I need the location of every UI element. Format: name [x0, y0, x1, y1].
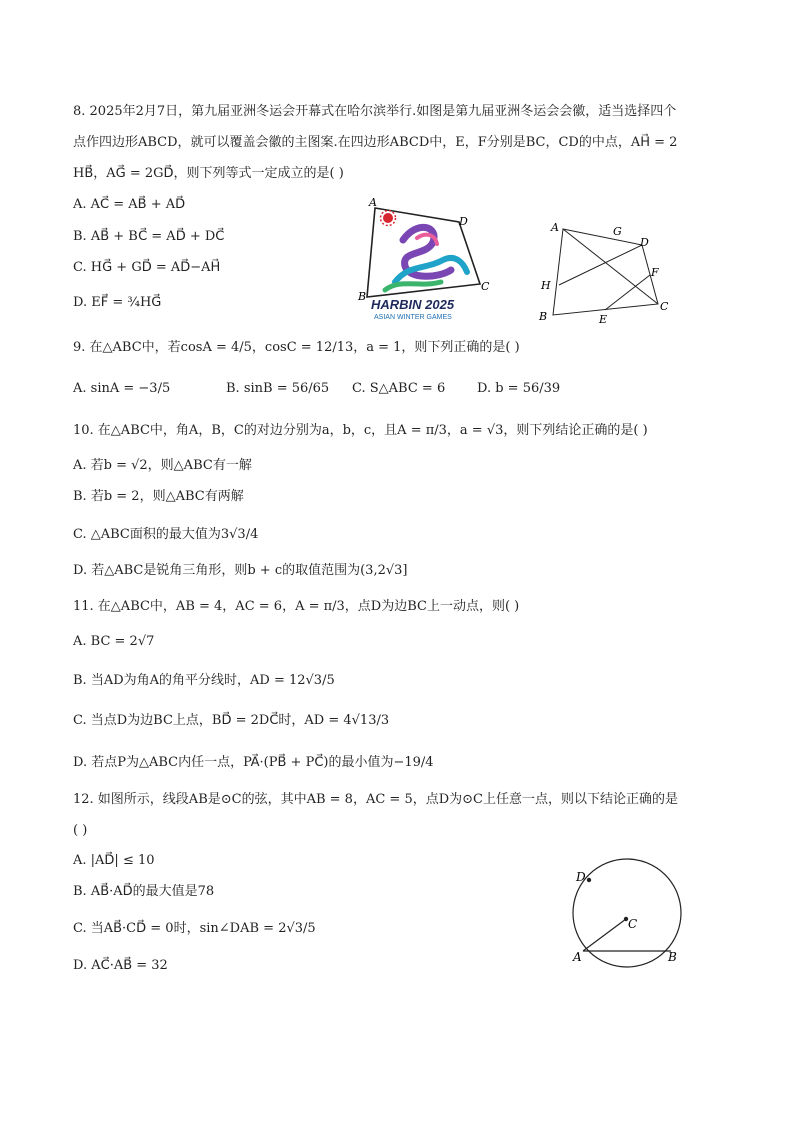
logo-label-c: C: [481, 280, 490, 293]
quad-label-b: B: [539, 310, 548, 323]
q8-stem-line2: 点作四边形ABCD，就可以覆盖会徽的主图案.在四边形ABCD中，E，F分别是BC，CD的中点，AH⃗ = 2: [73, 135, 678, 150]
q9-option-d: D. b = 56/39: [477, 381, 561, 396]
logo-label-b: B: [358, 290, 367, 303]
circle-label-c: C: [628, 917, 638, 931]
quad-label-d: D: [640, 236, 649, 249]
q11-option-b: B. 当AD为角A的角平分线时，AD = 12√3/5: [73, 673, 335, 688]
q8-option-d: D. EF⃗ = ¾HG⃗: [73, 295, 162, 310]
q8-stem-line3: HB⃗，AG⃗ = 2GD⃗，则下列等式一定成立的是( ): [73, 166, 344, 181]
logo-title: HARBIN 2025: [371, 297, 455, 312]
q9-option-c: C. S△ABC = 6: [352, 381, 446, 396]
q12-option-a: A. |AD⃗| ≤ 10: [73, 853, 155, 868]
sun-emblem: [381, 211, 396, 226]
q8-stem-line1: 8. 2025年2月7日，第九届亚洲冬运会开幕式在哈尔滨举行.如图是第九届亚洲冬运会会徽，适当选择四个: [73, 104, 677, 119]
q11-option-d: D. 若点P为△ABC内任一点，PA⃗·(PB⃗ + PC⃗)的最小值为−19/4: [73, 755, 434, 770]
quad-label-a: A: [551, 221, 559, 234]
q8-option-c: C. HG⃗ + GD⃗ = AD⃗−AH⃗: [73, 260, 221, 275]
q11-option-c: C. 当点D为边BC上点，BD⃗ = 2DC⃗时，AD = 4√13/3: [73, 713, 390, 728]
q8-option-b: B. AB⃗ + BC⃗ = AD⃗ + DC⃗: [73, 229, 225, 244]
quad-label-g: G: [613, 225, 622, 238]
q10-stem: 10. 在△ABC中，角A，B，C的对边分别为a，b，c，且A = π/3，a = √3，则下列结论正确的是( ): [73, 423, 648, 438]
logo-label-d: D: [459, 215, 468, 228]
logo-label-a: A: [369, 198, 377, 209]
circle-figure: [565, 858, 695, 970]
quad-label-c: C: [660, 300, 669, 313]
q10-option-d: D. 若△ABC是锐角三角形，则b + c的取值范围为(3,2√3]: [73, 563, 408, 578]
q9-option-b: B. sinB = 56/65: [226, 381, 330, 396]
q10-option-a: A. 若b = √2，则△ABC有一解: [73, 458, 252, 473]
harbin-logo-figure: [355, 198, 495, 324]
q11-stem: 11. 在△ABC中，AB = 4，AC = 6，A = π/3，点D为边BC上一动点，则( ): [73, 599, 520, 614]
circle-label-a: A: [573, 950, 582, 964]
q10-option-c: C. △ABC面积的最大值为3√3/4: [73, 527, 259, 542]
logo-subtitle: ASIAN WINTER GAMES: [374, 314, 452, 321]
q12-option-c: C. 当AB⃗·CD⃗ = 0时，sin∠DAB = 2√3/5: [73, 921, 316, 936]
q10-option-b: B. 若b = 2，则△ABC有两解: [73, 489, 244, 504]
q12-stem: 12. 如图所示，线段AB是⊙C的弦，其中AB = 8，AC = 5，点D为⊙C上任意一点，则以下结论正确的是: [73, 792, 678, 807]
circle-label-d: D: [576, 870, 586, 884]
q12-option-d: D. AC⃗·AB⃗ = 32: [73, 958, 168, 973]
q12-paren: ( ): [73, 823, 88, 838]
q9-stem: 9. 在△ABC中，若cosA = 4/5，cosC = 12/13，a = 1，则下列正确的是( ): [73, 340, 520, 355]
quad-label-h: H: [541, 279, 551, 292]
quad-label-e: E: [599, 313, 608, 326]
q8-option-a: A. AC⃗ = AB⃗ + AD⃗: [73, 197, 186, 212]
q11-option-a: A. BC = 2√7: [73, 634, 155, 649]
quad-label-f: F: [651, 266, 659, 279]
q9-option-a: A. sinA = −3/5: [73, 381, 171, 396]
quadrilateral-figure: [535, 216, 675, 326]
q12-option-b: B. AB⃗·AD⃗的最大值是78: [73, 884, 215, 899]
circle-label-b: B: [668, 950, 677, 964]
